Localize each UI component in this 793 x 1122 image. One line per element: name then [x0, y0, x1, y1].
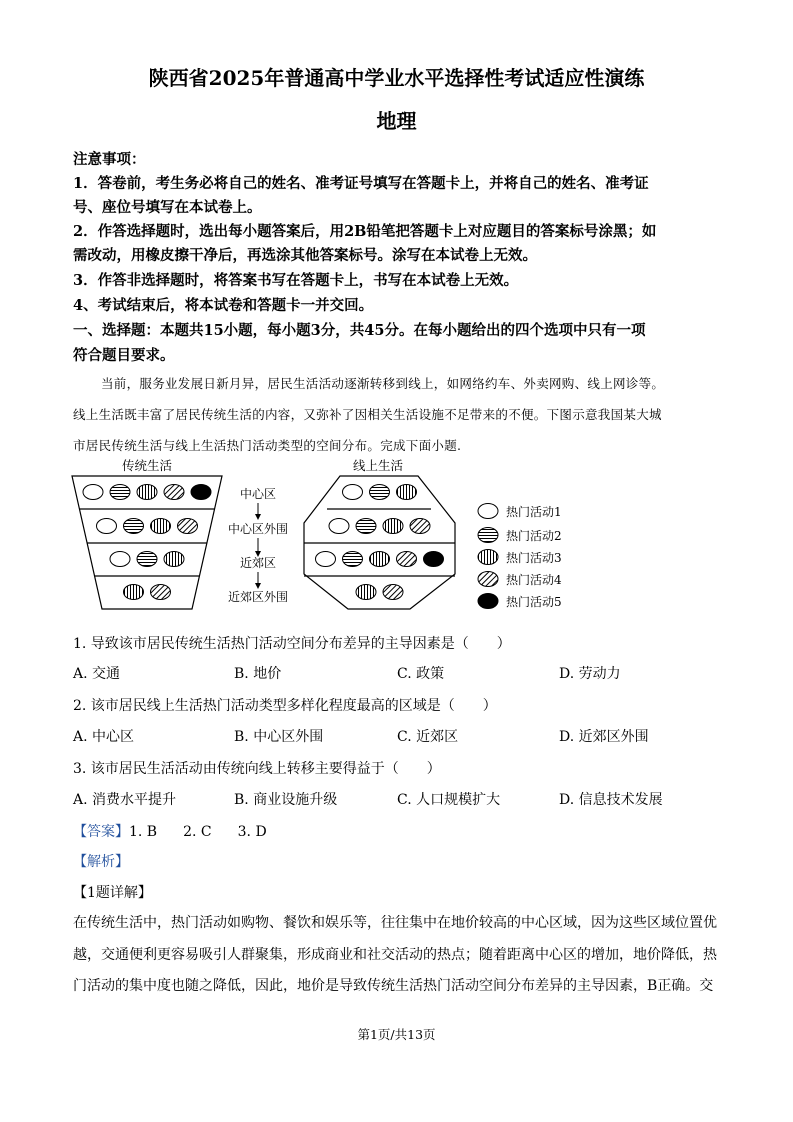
- activity-5-marker: [424, 552, 444, 567]
- explanation-line: 越，交通便利更容易吸引人群聚集，形成商业和社交活动的热点；随着距离中心区的增加，地价降低，热: [73, 947, 717, 963]
- activity-3-marker: [370, 552, 390, 567]
- page-footer: 第1页/共13页: [357, 1027, 436, 1042]
- legend-label: 热门活动5: [506, 595, 562, 609]
- activity-3-marker: [397, 485, 417, 500]
- option: D. 劳动力: [559, 666, 621, 682]
- activity-3-marker: [124, 585, 144, 600]
- activity-4-marker: [178, 519, 198, 534]
- intro-line: 市居民传统生活与线上生活热门活动类型的空间分布。完成下面小题.: [73, 438, 462, 453]
- activity-1-marker: [97, 519, 117, 534]
- activity-2-marker: [110, 485, 130, 500]
- activity-5-marker: [191, 485, 211, 500]
- activity-3-marker: [164, 552, 184, 567]
- option: C. 政策: [397, 666, 445, 682]
- zone-label: 近郊区: [239, 556, 277, 570]
- option: D. 信息技术发展: [559, 792, 663, 808]
- activity-2-marker: [356, 519, 376, 534]
- subject-title: 地理: [376, 109, 417, 133]
- zone-label: 近郊区外围: [227, 590, 289, 604]
- option: C. 近郊区: [397, 729, 459, 745]
- intro-line: 当前，服务业发展日新月异，居民生活活动逐渐转移到线上，如网络约车、外卖网购、线上网诊等。: [101, 376, 665, 391]
- activity-1-marker: [110, 552, 130, 567]
- activity-3-marker: [137, 485, 157, 500]
- activity-4-marker: [151, 585, 171, 600]
- activity-4-marker: [410, 519, 430, 534]
- activity-2-marker: [137, 552, 157, 567]
- activity-4-marker: [164, 485, 184, 500]
- activity-3-marker: [151, 519, 171, 534]
- question-stem: 3. 该市居民生活活动由传统向线上转移主要得益于（ ）: [73, 761, 441, 777]
- zone-labels: [228, 486, 288, 604]
- activity-3-marker: [383, 519, 403, 534]
- option: A. 交通: [73, 666, 121, 682]
- answer-value: 3. D: [237, 824, 267, 840]
- activity-4-marker: [383, 585, 403, 600]
- online-diagram: [304, 476, 455, 609]
- activity-2-marker: [370, 485, 390, 500]
- analysis-label: 【解析】: [73, 854, 129, 870]
- legend-activity-4-marker: [478, 572, 498, 587]
- answer-line: [73, 821, 267, 841]
- zone-label: 中心区: [239, 487, 277, 501]
- legend-activity-3-marker: [478, 550, 498, 565]
- notice-heading: 注意事项：: [73, 151, 146, 168]
- answer-value: 2. C: [183, 824, 212, 840]
- activity-distribution-figure: [0, 455, 793, 615]
- notice-line: 需改动，用橡皮擦干净后，再选涂其他答案标号。涂写在本试卷上无效。: [73, 247, 537, 264]
- notice-line: 3．作答非选择题时，将答案书写在答题卡上，书写在本试卷上无效。: [73, 272, 519, 289]
- explanation-line: 在传统生活中，热门活动如购物、餐饮和娱乐等，往往集中在地价较高的中心区域，因为这些区域位置优: [73, 915, 717, 931]
- section-heading-cont: 符合题目要求。: [73, 347, 175, 364]
- legend-label: 热门活动4: [506, 573, 562, 587]
- notice-line: 号、座位号填写在本试卷上。: [73, 199, 262, 216]
- legend-activity-1-marker: [478, 504, 498, 519]
- activity-4-marker: [397, 552, 417, 567]
- detail-label: 【1题详解】: [73, 885, 152, 901]
- option: A. 中心区: [73, 729, 135, 745]
- legend-activity-5-marker: [478, 594, 498, 609]
- exam-title: 陕西省2025年普通高中学业水平选择性考试适应性演练: [148, 66, 645, 90]
- answer-label: 【答案】: [73, 824, 129, 840]
- notice-line: 4、考试结束后，将本试卷和答题卡一并交回。: [73, 297, 374, 314]
- activity-1-marker: [83, 485, 103, 500]
- option: B. 商业设施升级: [234, 792, 338, 808]
- activity-1-marker: [343, 485, 363, 500]
- zone-label: 中心区外围: [227, 522, 289, 536]
- legend-label: 热门活动1: [506, 505, 562, 519]
- online-title: 线上生活: [352, 458, 404, 473]
- legend-label: 热门活动3: [506, 551, 562, 565]
- intro-line: 线上生活既丰富了居民传统生活的内容，又弥补了因相关生活设施不足带来的不便。下图示意我国某大城: [73, 407, 662, 422]
- activity-2-marker: [343, 552, 363, 567]
- activity-1-marker: [316, 552, 336, 567]
- option: B. 中心区外围: [234, 729, 324, 745]
- traditional-diagram: [72, 476, 222, 609]
- option: D. 近郊区外围: [559, 729, 649, 745]
- option: C. 人口规模扩大: [397, 792, 501, 808]
- legend-activity-2-marker: [478, 528, 498, 543]
- section-heading: 一、选择题：本题共15小题，每小题3分，共45分。在每小题给出的四个选项中只有一项: [73, 322, 646, 339]
- legend: [478, 504, 562, 610]
- activity-3-marker: [356, 585, 376, 600]
- option: B. 地价: [234, 666, 282, 682]
- answer-value: 1. B: [129, 824, 158, 840]
- legend-label: 热门活动2: [506, 529, 562, 543]
- traditional-title: 传统生活: [121, 458, 173, 473]
- option: A. 消费水平提升: [73, 792, 177, 808]
- question-stem: 2. 该市居民线上生活热门活动类型多样化程度最高的区域是（ ）: [73, 698, 497, 714]
- notice-line: 2．作答选择题时，选出每小题答案后，用2B铅笔把答题卡上对应题目的答案标号涂黑；如: [73, 223, 657, 240]
- activity-1-marker: [329, 519, 349, 534]
- explanation-line: 门活动的集中度也随之降低，因此，地价是导致传统生活热门活动空间分布差异的主导因素，B正确。交: [73, 978, 714, 994]
- notice-line: 1．答卷前，考生务必将自己的姓名、准考证号填写在答题卡上，并将自己的姓名、准考证: [73, 175, 649, 192]
- activity-2-marker: [124, 519, 144, 534]
- question-stem: 1. 导致该市居民传统生活热门活动空间分布差异的主导因素是（ ）: [73, 636, 511, 652]
